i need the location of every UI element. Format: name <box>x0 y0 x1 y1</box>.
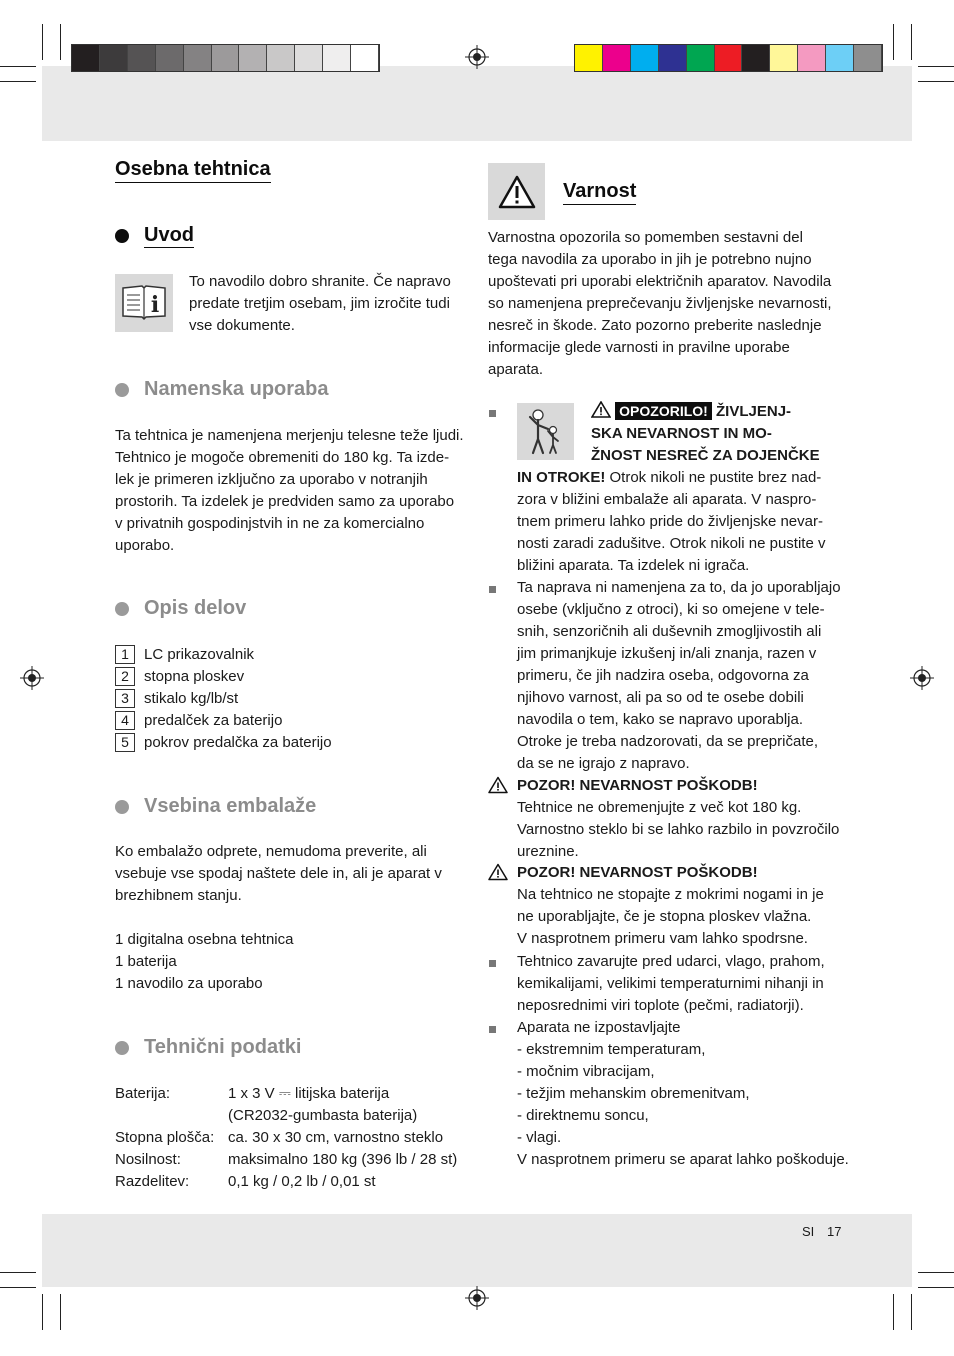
section-heading-tehnicni-podatki: Tehnični podatki <box>115 1036 301 1059</box>
spec-table <box>115 1083 468 1193</box>
bullet-dot-icon <box>115 1041 129 1055</box>
color-swatch <box>295 45 323 71</box>
warning-heading-block: OPOZORILO! ŽIVLJENJ- SKA NEVARNOST IN MO- ŽNOST NESREČ ZA DOJENČKE <box>591 403 820 464</box>
color-swatch <box>128 45 156 71</box>
color-swatch <box>323 45 351 71</box>
bullet-dot-icon <box>115 602 129 616</box>
crop-mark <box>918 81 954 82</box>
color-swatch <box>770 45 798 71</box>
color-swatch <box>854 45 882 71</box>
bullet-paragraph: Ta naprava ni namenjena za to, da jo uporabljajo osebe (vključno z otroci), ki so omejene v tele- snih, senzoričnih ali duševnih zmogljivostih ali jim primanjkuje izkušenj in/ali znanja, razen v primeru, če jih nadzira oseba, odgovorna za njihovo varnost, ali pa so od te osebe dobili navodila o tem, kako se napravo uporablja. Otroke je treba nadzorovati, da se prepričate, da se ne igrajo z napravo. <box>517 579 841 772</box>
warning-triangle-icon <box>488 776 508 794</box>
vsebina-paragraph: Ko embalažo odprete, nemudoma preverite, ali vsebuje vse spodaj naštete dele in, ali je aparat v brezhibnem stanju. <box>115 843 442 904</box>
crop-mark <box>911 1294 912 1330</box>
section-heading-uvod: Uvod <box>115 224 194 248</box>
color-swatch <box>575 45 603 71</box>
color-swatch <box>742 45 770 71</box>
svg-text:i: i <box>150 292 160 318</box>
crop-mark <box>0 1272 36 1273</box>
crop-mark <box>0 1287 36 1288</box>
manual-book-info-icon <box>115 274 173 332</box>
crop-mark <box>0 66 36 67</box>
crop-mark <box>918 1272 954 1273</box>
color-swatch <box>351 45 379 71</box>
crop-mark <box>893 1294 894 1330</box>
list-item: 3 stikalo kg/lb/st <box>115 687 332 709</box>
child-safety-icon <box>517 403 574 460</box>
pozor-block: POZOR! NEVARNOST POŠKODB! Tehtnice ne obremenjujte z več kot 180 kg. Varnostno steklo bi se lahko razbilo in povzročilo ureznine. <box>517 777 840 860</box>
footer-band <box>42 1214 912 1287</box>
section-heading-varnost: Varnost <box>563 180 636 205</box>
crop-mark <box>42 1294 43 1330</box>
list-item: 2 stopna ploskev <box>115 665 332 687</box>
table-row: Baterija: 1 x 3 V ⎓ litijska baterija <box>115 1085 390 1102</box>
square-bullet-icon <box>489 586 496 593</box>
registration-mark-icon <box>20 666 44 690</box>
warning-triangle-icon <box>488 863 508 881</box>
section-heading-namenska-uporaba: Namenska uporaba <box>115 378 329 401</box>
bullet-paragraph: Tehtnico zavarujte pred udarci, vlago, prahom, kemikalijami, velikimi temperaturnimi nihanji in neposrednimi viri toplote (pečmi, radiatorji). <box>517 953 825 1014</box>
list-item: 1 LC prikazovalnik <box>115 643 332 665</box>
color-swatch <box>184 45 212 71</box>
pozor-block: POZOR! NEVARNOST POŠKODB! Na tehtnico ne stopajte z mokrimi nogami in je ne uporabljajte, če je stopna ploskev vlažna. V nasprotnem primeru vam lahko spodrsne. <box>517 864 824 947</box>
color-swatch <box>212 45 240 71</box>
warning-triangle-icon <box>591 401 611 418</box>
uvod-paragraph: To navodilo dobro shranite. Če napravo predate tretjim osebam, jim izročite tudi vse dokumente. <box>189 273 451 334</box>
table-row: (CR2032-gumbasta baterija) <box>228 1107 418 1124</box>
registration-mark-icon <box>910 666 934 690</box>
color-swatch <box>798 45 826 71</box>
color-swatch <box>267 45 295 71</box>
crop-mark <box>918 1287 954 1288</box>
color-swatch <box>156 45 184 71</box>
table-row: Razdelitev: 0,1 kg / 0,2 lb / 0,01 st <box>115 1173 376 1190</box>
opozorilo-badge: OPOZORILO! <box>615 402 712 420</box>
square-bullet-icon <box>489 410 496 417</box>
crop-mark <box>0 81 36 82</box>
square-bullet-icon <box>489 960 496 967</box>
varnost-paragraph: Varnostna opozorila so pomemben sestavni del tega navodila za uporabo in jih je potrebno nujno upoštevati pri uporabi električnih aparatov. Navodila so namenjena preprečevanju življenjske nevarnosti, nesreč in škode. Zato pozorno preberite naslednje informacije glede varnosti in pravilne uporabe aparata. <box>488 229 832 378</box>
crop-mark <box>42 24 43 60</box>
crop-mark <box>911 24 912 60</box>
registration-mark-icon <box>465 45 489 69</box>
table-row: Stopna plošča: ca. 30 x 30 cm, varnostno steklo <box>115 1129 444 1146</box>
crop-mark <box>60 1294 61 1330</box>
color-swatch <box>72 45 100 71</box>
registration-mark-icon <box>465 1286 489 1310</box>
warning-body: IN OTROKE! Otrok nikoli ne pustite brez nad- zora v bližini embalaže ali aparata. V naspro- tnem primeru lahko pride do življenjske nevar- nosti zaradi zadušitve. Otrok nikoli ne pustite v bližini aparata. Ta izdelek ni igrača. <box>517 469 826 574</box>
footer-language: SI <box>802 1224 815 1239</box>
color-swatch <box>603 45 631 71</box>
list-item: 5 pokrov predalčka za baterijo <box>115 731 332 753</box>
color-swatch <box>631 45 659 71</box>
crop-mark <box>60 24 61 60</box>
warning-triangle-icon <box>488 163 545 220</box>
color-swatch <box>826 45 854 71</box>
bullet-paragraph: Aparata ne izpostavljajte - ekstremnim temperaturam, - močnim vibracijam, - težjim mehanskim obremenitvam, - direktnemu soncu, - vlagi. V nasprotnem primeru se aparat lahko poškoduje. <box>517 1019 849 1168</box>
bullet-dot-icon <box>115 800 129 814</box>
color-swatch <box>100 45 128 71</box>
process-color-bar <box>574 44 883 72</box>
page-number: 17 <box>827 1224 842 1239</box>
vsebina-items: 1 digitalna osebna tehtnica 1 baterija 1 navodilo za uporabo <box>115 931 294 992</box>
color-swatch <box>239 45 267 71</box>
color-swatch <box>715 45 743 71</box>
list-item: 4 predalček za baterijo <box>115 709 332 731</box>
table-row: Nosilnost: maksimalno 180 kg (396 lb / 28 st) <box>115 1151 458 1168</box>
square-bullet-icon <box>489 1026 496 1033</box>
section-heading-vsebina-embalaze: Vsebina embalaže <box>115 795 316 818</box>
namenska-paragraph: Ta tehtnica je namenjena merjenju telesne teže ljudi. Tehtnico je mogoče obremeniti do 180 kg. Ta izde- lek je primeren izključno za uporabo v notranjih prostorih. Ta izdelek je predviden samo za uporabo v privatnih gospodinjstvih in ne za komercialno uporabo. <box>115 427 464 554</box>
crop-mark <box>893 24 894 60</box>
bullet-dot-icon <box>115 229 129 243</box>
document-title: Osebna tehtnica <box>115 158 271 183</box>
bullet-dot-icon <box>115 383 129 397</box>
color-swatch <box>659 45 687 71</box>
crop-mark <box>918 66 954 67</box>
parts-list <box>115 643 332 753</box>
section-heading-opis-delov: Opis delov <box>115 597 246 620</box>
color-swatch <box>687 45 715 71</box>
grayscale-color-bar <box>71 44 380 72</box>
header-band <box>42 66 912 141</box>
